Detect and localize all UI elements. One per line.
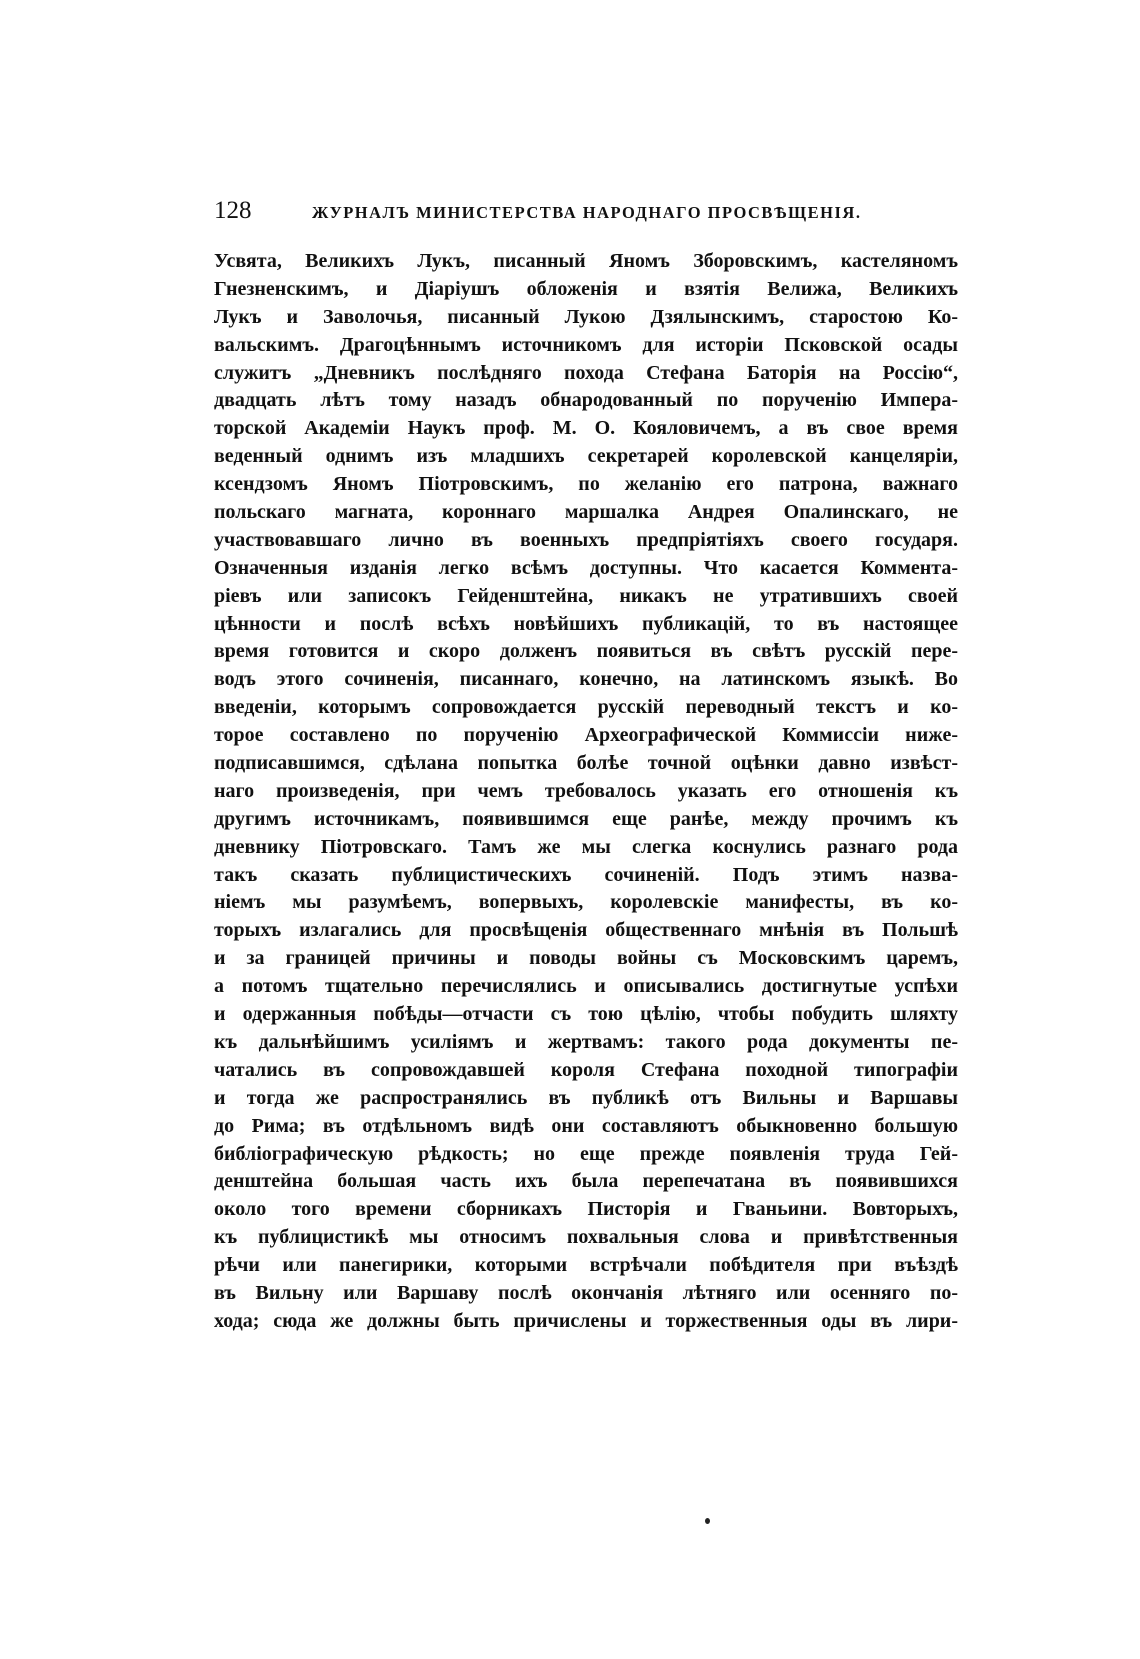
text-line: время готовится и скоро долженъ появиться въ свѣтъ русскій пере- — [214, 640, 958, 663]
text-line: и одержанныя побѣды—отчасти съ тою цѣлію, чтобы побудить шляхту — [214, 1003, 958, 1026]
text-line: хода; сюда же должны быть причислены и торжественныя оды въ лири- — [214, 1309, 958, 1332]
text-line: торое составлено по порученію Археографической Коммиссіи ниже- — [214, 724, 958, 747]
text-line: и тогда же распространялись въ публикѣ отъ Вильны и Варшавы — [214, 1086, 958, 1109]
page-header — [214, 196, 954, 232]
text-line: участвовавшаго лично въ военныхъ предпріятіяхъ своего государя. — [214, 528, 958, 551]
text-line: чатались въ сопровождавшей короля Стефана походной типографіи — [214, 1058, 958, 1081]
text-line: торыхъ излагались для просвѣщенія общественнаго мнѣнія въ Польшѣ — [214, 919, 958, 942]
text-line: въ Вильну или Варшаву послѣ окончанія лѣтняго или осенняго по- — [214, 1281, 958, 1304]
body-text — [214, 248, 958, 1336]
text-line: такъ сказать публицистическихъ сочиненій. Подъ этимъ назва- — [214, 863, 958, 886]
text-line: Означенныя изданія легко всѣмъ доступны. Что касается Коммента- — [214, 556, 958, 579]
text-line: польскаго магната, короннаго маршалка Андрея Опалинскаго, не — [214, 501, 958, 524]
text-line: ніемъ мы разумѣемъ, вопервыхъ, королевскіе манифесты, въ ко- — [214, 891, 958, 914]
text-line: наго произведенія, при чемъ требовалось указать его отношенія къ — [214, 779, 958, 802]
text-line: около того времени сборникахъ Писторія и Гваньини. Вовторыхъ, — [214, 1198, 958, 1221]
text-line: Гнезненскимъ, и Діаріушъ обложенія и взятія Велижа, Великихъ — [214, 277, 958, 300]
page-number: 128 — [214, 197, 252, 224]
text-line: ріевъ или записокъ Гейденштейна, никакъ не утратившихъ своей — [214, 584, 958, 607]
text-line: веденный однимъ изъ младшихъ секретарей королевской канцеляріи, — [214, 445, 958, 468]
text-line: къ дальнѣйшимъ усиліямъ и жертвамъ: такого рода документы пе- — [214, 1030, 958, 1053]
text-line: библіографическую рѣдкость; но еще прежде появленія труда Гей- — [214, 1142, 958, 1165]
running-title: ЖУРНАЛЪ МИНИСТЕРСТВА НАРОДНАГО ПРОСВѢЩЕНІЯ. — [312, 203, 862, 222]
text-line: Лукъ и Заволочья, писанный Лукою Дзялынскимъ, старостою Ко- — [214, 305, 958, 328]
text-line: денштейна большая часть ихъ была перепечатана въ появившихся — [214, 1170, 958, 1193]
text-line: цѣнности и послѣ всѣхъ новѣйшихъ публикацій, то въ настоящее — [214, 612, 958, 635]
text-line: а потомъ тщательно перечислялись и описывались достигнутые успѣхи — [214, 975, 958, 998]
text-line: Усвята, Великихъ Лукъ, писанный Яномъ Зборовскимъ, кастеляномъ — [214, 250, 958, 272]
text-line: введеніи, которымъ сопровождается русскій переводный текстъ и ко- — [214, 696, 958, 719]
text-line: подписавшимся, сдѣлана попытка болѣе точной оцѣнки давно извѣст- — [214, 752, 958, 775]
ink-speck — [705, 1518, 710, 1524]
text-line: двадцать лѣтъ тому назадъ обнародованный по порученію Импера- — [214, 389, 958, 412]
text-line: ксендзомъ Яномъ Піотровскимъ, по желанію его патрона, важнаго — [214, 473, 958, 496]
text-line: вальскимъ. Драгоцѣннымъ источникомъ для исторіи Псковской осады — [214, 333, 958, 356]
text-line: рѣчи или панегирики, которыми встрѣчали побѣдителя при въѣздѣ — [214, 1254, 958, 1277]
text-line: къ публицистикѣ мы относимъ похвальныя слова и привѣтственныя — [214, 1226, 958, 1249]
text-line: и за границей причины и поводы войны съ Московскимъ царемъ, — [214, 947, 958, 970]
text-line: торской Академіи Наукъ проф. М. О. Кояловичемъ, а въ свое время — [214, 417, 958, 440]
text-line: водъ этого сочиненія, писаннаго, конечно, на латинскомъ языкѣ. Во — [214, 668, 958, 691]
text-line: служитъ „Дневникъ послѣдняго похода Стефана Баторія на Россію“, — [214, 361, 958, 384]
text-line: до Рима; въ отдѣльномъ видѣ они составляютъ обыкновенно большую — [214, 1114, 958, 1137]
text-line: другимъ источникамъ, появившимся еще ранѣе, между прочимъ къ — [214, 807, 958, 830]
text-line: дневнику Піотровскаго. Тамъ же мы слегка коснулись разнаго рода — [214, 835, 958, 858]
